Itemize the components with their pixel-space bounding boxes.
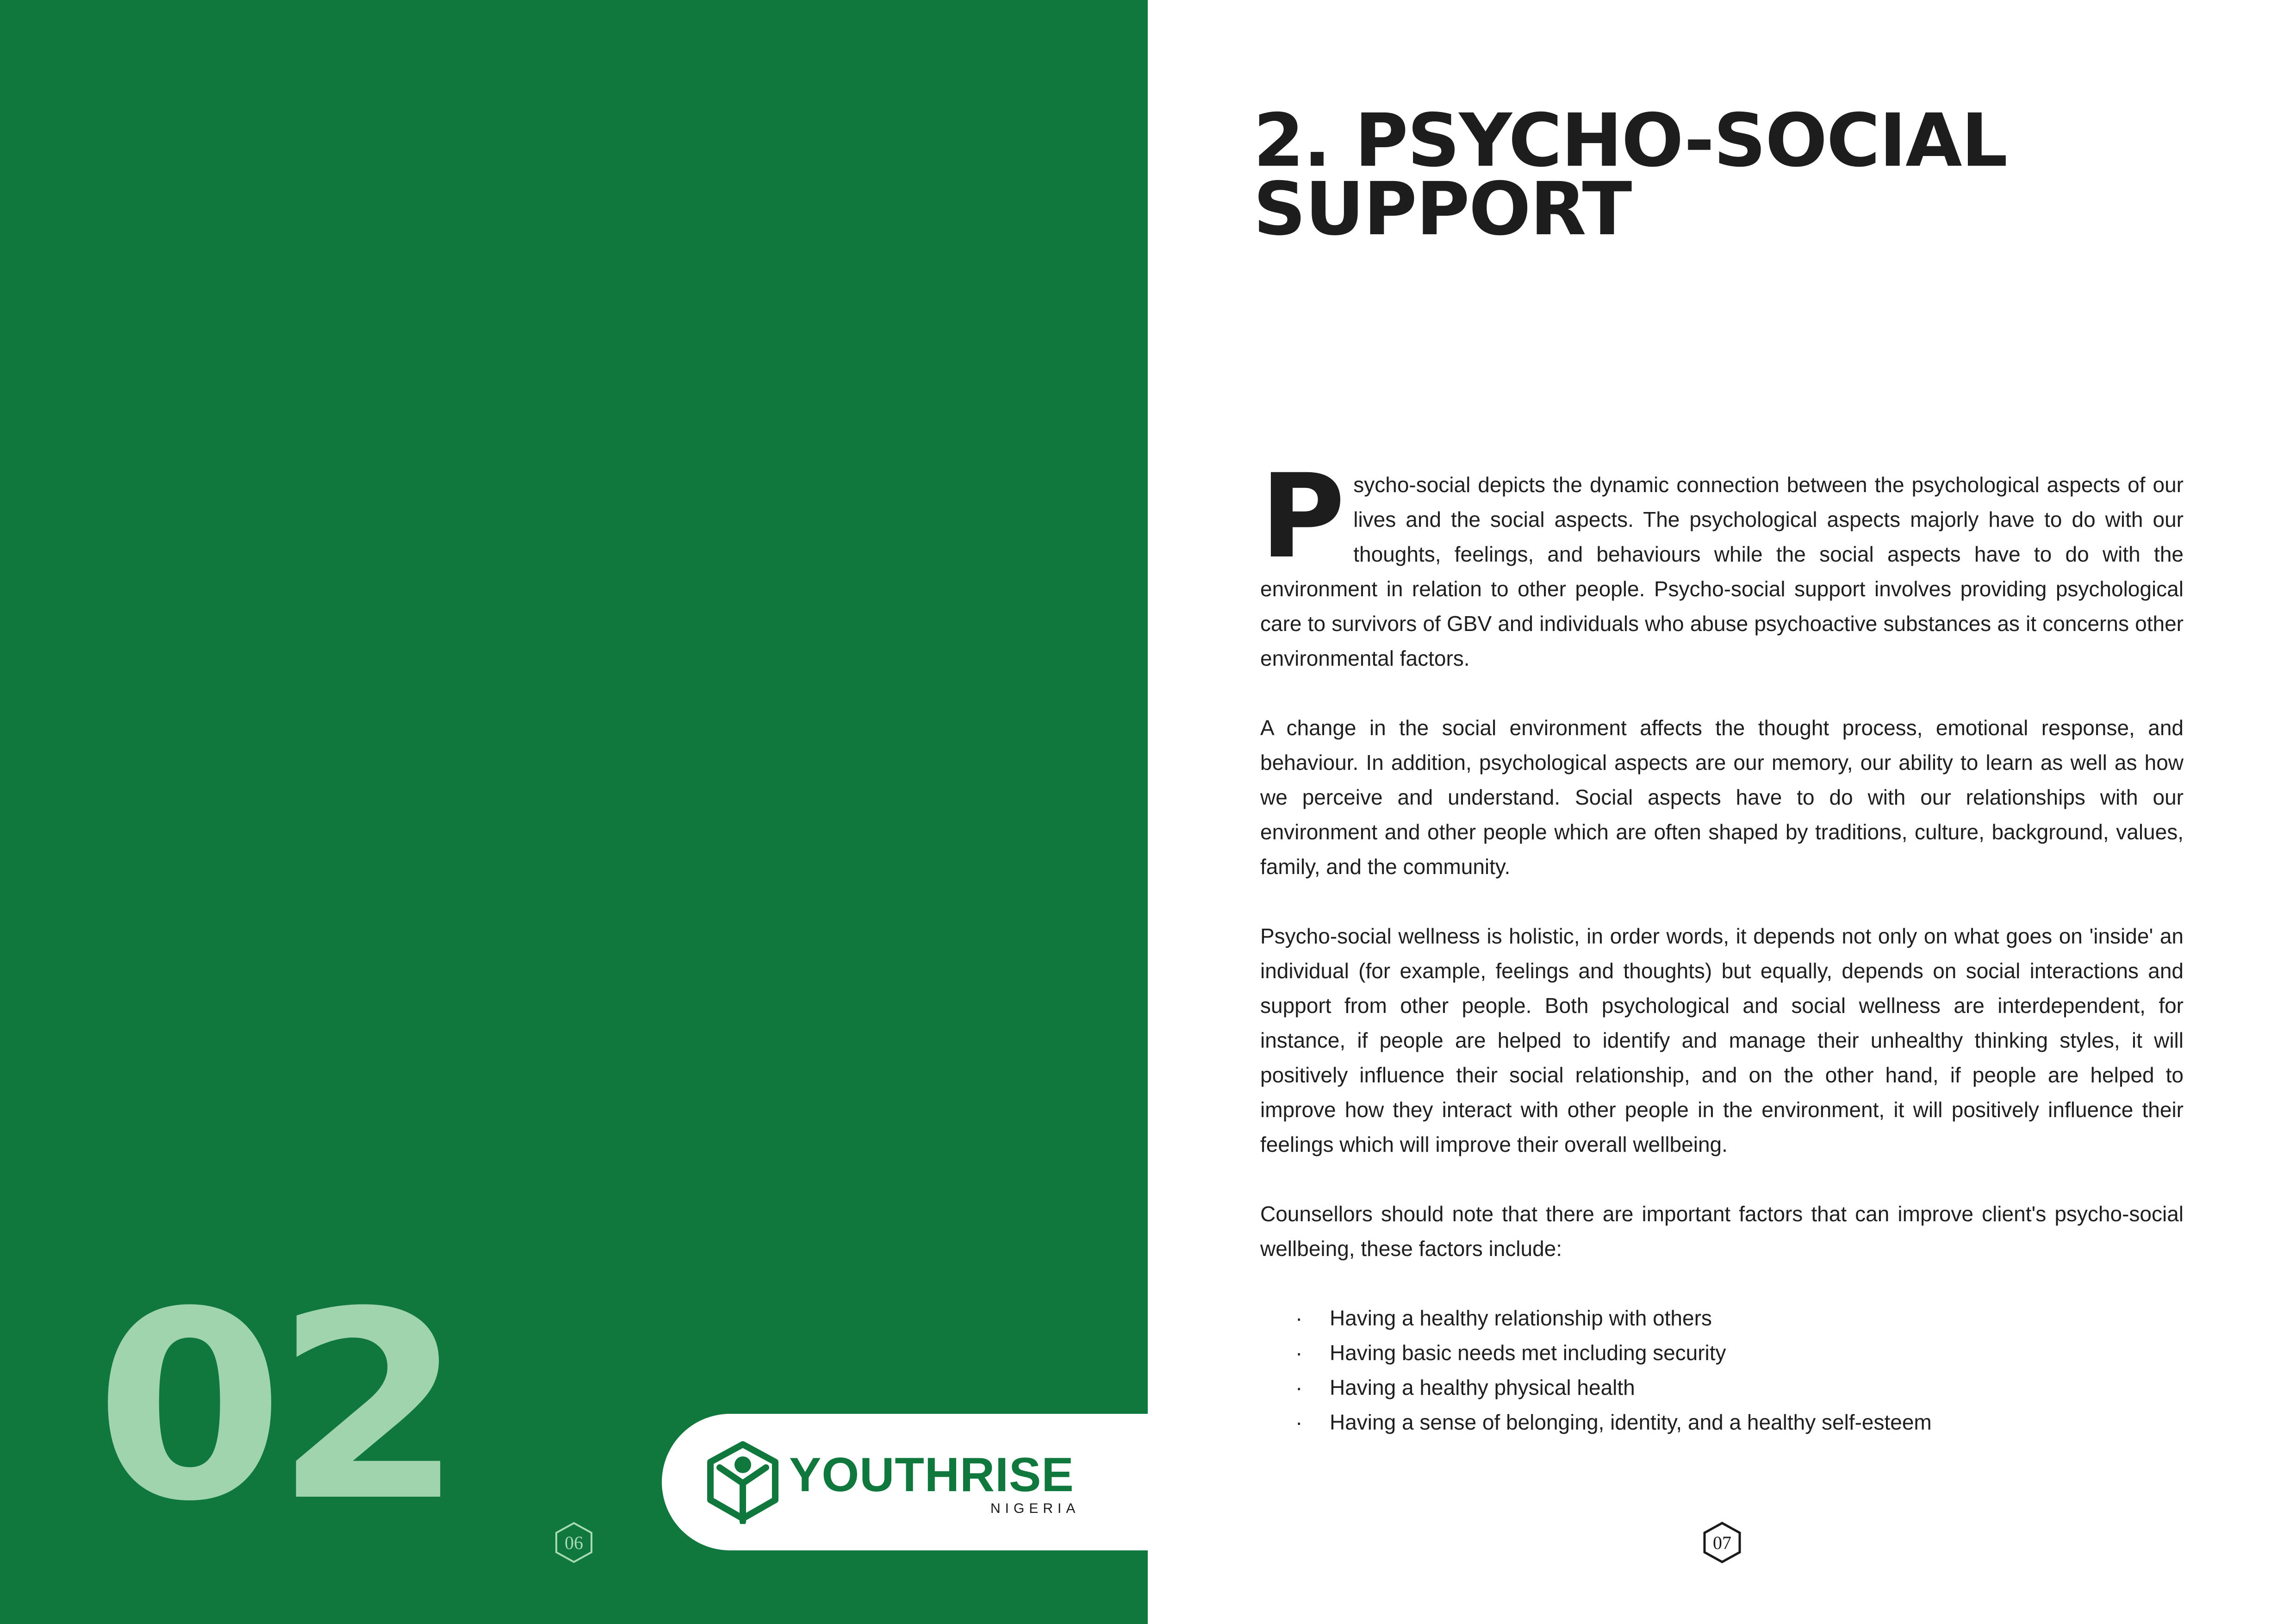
youthrise-logo-icon bbox=[706, 1441, 780, 1524]
drop-cap: P bbox=[1260, 449, 1345, 584]
logo-badge bbox=[662, 1414, 1171, 1550]
paragraph-counsellors: Counsellors should note that there are important factors that can improve client's psycho-social wellbeing, these factors include: bbox=[1260, 1202, 2184, 1261]
page-title-line2: SUPPORT bbox=[1253, 167, 1631, 252]
page-number-right-label: 07 bbox=[1713, 1532, 1731, 1553]
page-title-line1: 2. PSYCHO-SOCIAL bbox=[1253, 98, 2007, 183]
list-item: · Having a healthy relationship with others bbox=[1260, 1301, 2184, 1336]
list-item: · Having a sense of belonging, identity, and a healthy self-esteem bbox=[1260, 1405, 2184, 1440]
page-number-left bbox=[554, 1521, 593, 1564]
list-item: · Having a healthy physical health bbox=[1260, 1370, 2184, 1405]
paragraph-intro-text: sycho-social depicts the dynamic connection between the psychological aspects of our lives and the social aspects. The psychological aspects majorly have to do with our thoughts, feelings, and behaviours while the social aspects have to do with the environment in relation to other people. Psycho-social support involves providing psychological care to survivors of GBV and individuals who abuse psychoactive substances as it concerns other environmental factors. bbox=[1260, 473, 2184, 670]
factors-list bbox=[1260, 1301, 2184, 1440]
logo-subtitle: NIGERIA bbox=[990, 1501, 1080, 1516]
paragraph-wellness: Psycho-social wellness is holistic, in order words, it depends not only on what goes on 'inside' an individual (for example, feelings and thoughts) but equally, depends on social interactions and support from other people. Both psychological and social wellness are interdependent, for instance, if people are helped to identify and manage their unhealthy thinking styles, it will positively influence their social relationship, and on the other hand, if people are helped to improve how they interact with other people in the environment, it will positively influence their feelings which will improve their overall wellbeing. bbox=[1260, 924, 2184, 1156]
page-title bbox=[1253, 98, 2007, 252]
body-text bbox=[1260, 449, 2184, 1440]
list-item: · Having basic needs met including security bbox=[1260, 1336, 2184, 1370]
paragraph-social-environment: A change in the social environment affects the thought process, emotional response, and behaviour. In addition, psychological aspects are our memory, our ability to learn as well as how we perceive and understand. Social aspects have to do with our relationships with our environment and other people which are often shaped by traditions, culture, background, values, family, and the community. bbox=[1260, 716, 2184, 879]
paragraph-intro bbox=[1260, 449, 2184, 676]
logo-name: YOUTHRISE bbox=[789, 1448, 1074, 1502]
page-number-right bbox=[1703, 1521, 1742, 1564]
page-number-left-label: 06 bbox=[565, 1532, 583, 1553]
chapter-number: 02 bbox=[95, 1256, 454, 1558]
